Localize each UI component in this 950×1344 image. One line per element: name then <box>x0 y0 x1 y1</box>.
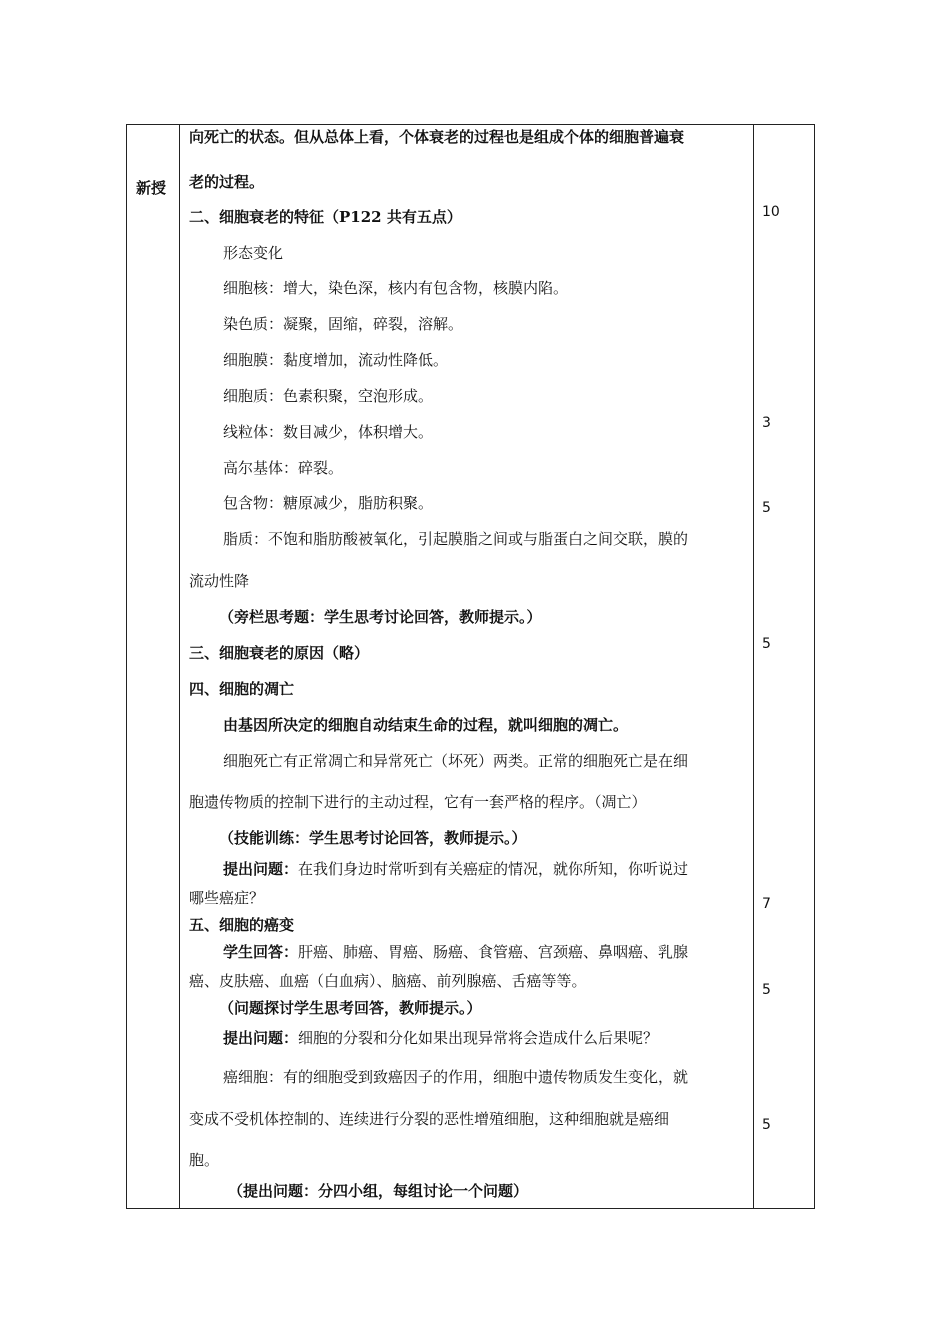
text-line: 癌、皮肤癌、血癌（白血病）、脑癌、前列腺癌、舌癌等等。 <box>189 972 587 990</box>
heading: 二、细胞衰老的特征（P122 共有五点） <box>189 208 462 226</box>
text-line: 老的过程。 <box>189 173 265 191</box>
prompt-text: 细胞的分裂和分化如果出现异常将会造成什么后果呢？ <box>298 1029 659 1047</box>
text-line: 由基因所决定的细胞自动结束生命的过程，就叫细胞的凋亡。 <box>223 716 629 734</box>
heading: 五、细胞的癌变 <box>189 916 295 934</box>
minutes-value: 5 <box>762 1117 771 1133</box>
minutes-value: 5 <box>762 982 771 998</box>
time-column <box>754 125 816 1208</box>
text-line: 包含物：糖原减少，脂肪积聚。 <box>223 494 434 512</box>
heading: 四、细胞的凋亡 <box>189 680 295 698</box>
text-line: 癌细胞：有的细胞受到致癌因子的作用，细胞中遗传物质发生变化，就 <box>223 1068 689 1086</box>
prompt-text: 肝癌、肺癌、胃癌、肠癌、食管癌、宫颈癌、鼻咽癌、乳腺 <box>298 943 689 961</box>
text-line: 细胞死亡有正常凋亡和异常死亡（坏死）两类。正常的细胞死亡是在细 <box>223 752 689 770</box>
text-line: 脂质：不饱和脂肪酸被氧化，引起膜脂之间或与脂蛋白之间交联，膜的 <box>223 530 689 548</box>
content-column <box>180 125 753 1208</box>
text-line <box>223 941 688 962</box>
text-line: 向死亡的状态。但从总体上看，个体衰老的过程也是组成个体的细胞普遍衰 <box>189 128 685 146</box>
prompt-label: 提出问题： <box>223 1029 299 1047</box>
minutes-value: 10 <box>762 204 780 220</box>
text-line: （问题探讨学生思考回答，教师提示。） <box>219 999 482 1017</box>
text-line: 细胞质：色素积聚，空泡形成。 <box>223 387 434 405</box>
section-label: 新授 <box>136 179 167 197</box>
text-line: 细胞核：增大，染色深，核内有包含物，核膜内陷。 <box>223 279 569 297</box>
text-line: 细胞膜：黏度增加，流动性降低。 <box>223 351 449 369</box>
prompt-label: 学生回答： <box>223 943 299 961</box>
minutes-value: 5 <box>762 636 771 652</box>
text-line <box>223 1027 658 1048</box>
text-line: 染色质：凝聚，固缩，碎裂，溶解。 <box>223 315 464 333</box>
text-line: （技能训练：学生思考讨论回答，教师提示。） <box>219 829 527 847</box>
text-line: 高尔基体：碎裂。 <box>223 459 344 477</box>
text-line: （提出问题：分四小组，每组讨论一个问题） <box>228 1182 529 1200</box>
heading: 三、细胞衰老的原因（略） <box>189 644 370 662</box>
prompt-label: 提出问题： <box>223 860 299 878</box>
text-line: 胞遗传物质的控制下进行的主动过程，它有一套严格的程序。（凋亡） <box>189 793 647 811</box>
text-line: 变成不受机体控制的、连续进行分裂的恶性增殖细胞，这种细胞就是癌细 <box>189 1110 670 1128</box>
text-line: 形态变化 <box>223 244 284 262</box>
minutes-value: 5 <box>762 500 771 516</box>
minutes-value: 7 <box>762 896 771 912</box>
text-line <box>223 858 688 879</box>
text-line: 哪些癌症？ <box>189 889 265 907</box>
prompt-text: 在我们身边时常听到有关癌症的情况，就你所知，你听说过 <box>298 860 689 878</box>
text-line: 流动性降 <box>189 572 250 590</box>
minutes-value: 3 <box>762 415 771 431</box>
lesson-table <box>126 124 815 1209</box>
section-column <box>127 125 179 1208</box>
text-line: 胞。 <box>189 1151 220 1169</box>
text-line: 线粒体：数目减少，体积增大。 <box>223 423 434 441</box>
text-line: （旁栏思考题：学生思考讨论回答，教师提示。） <box>219 608 542 626</box>
